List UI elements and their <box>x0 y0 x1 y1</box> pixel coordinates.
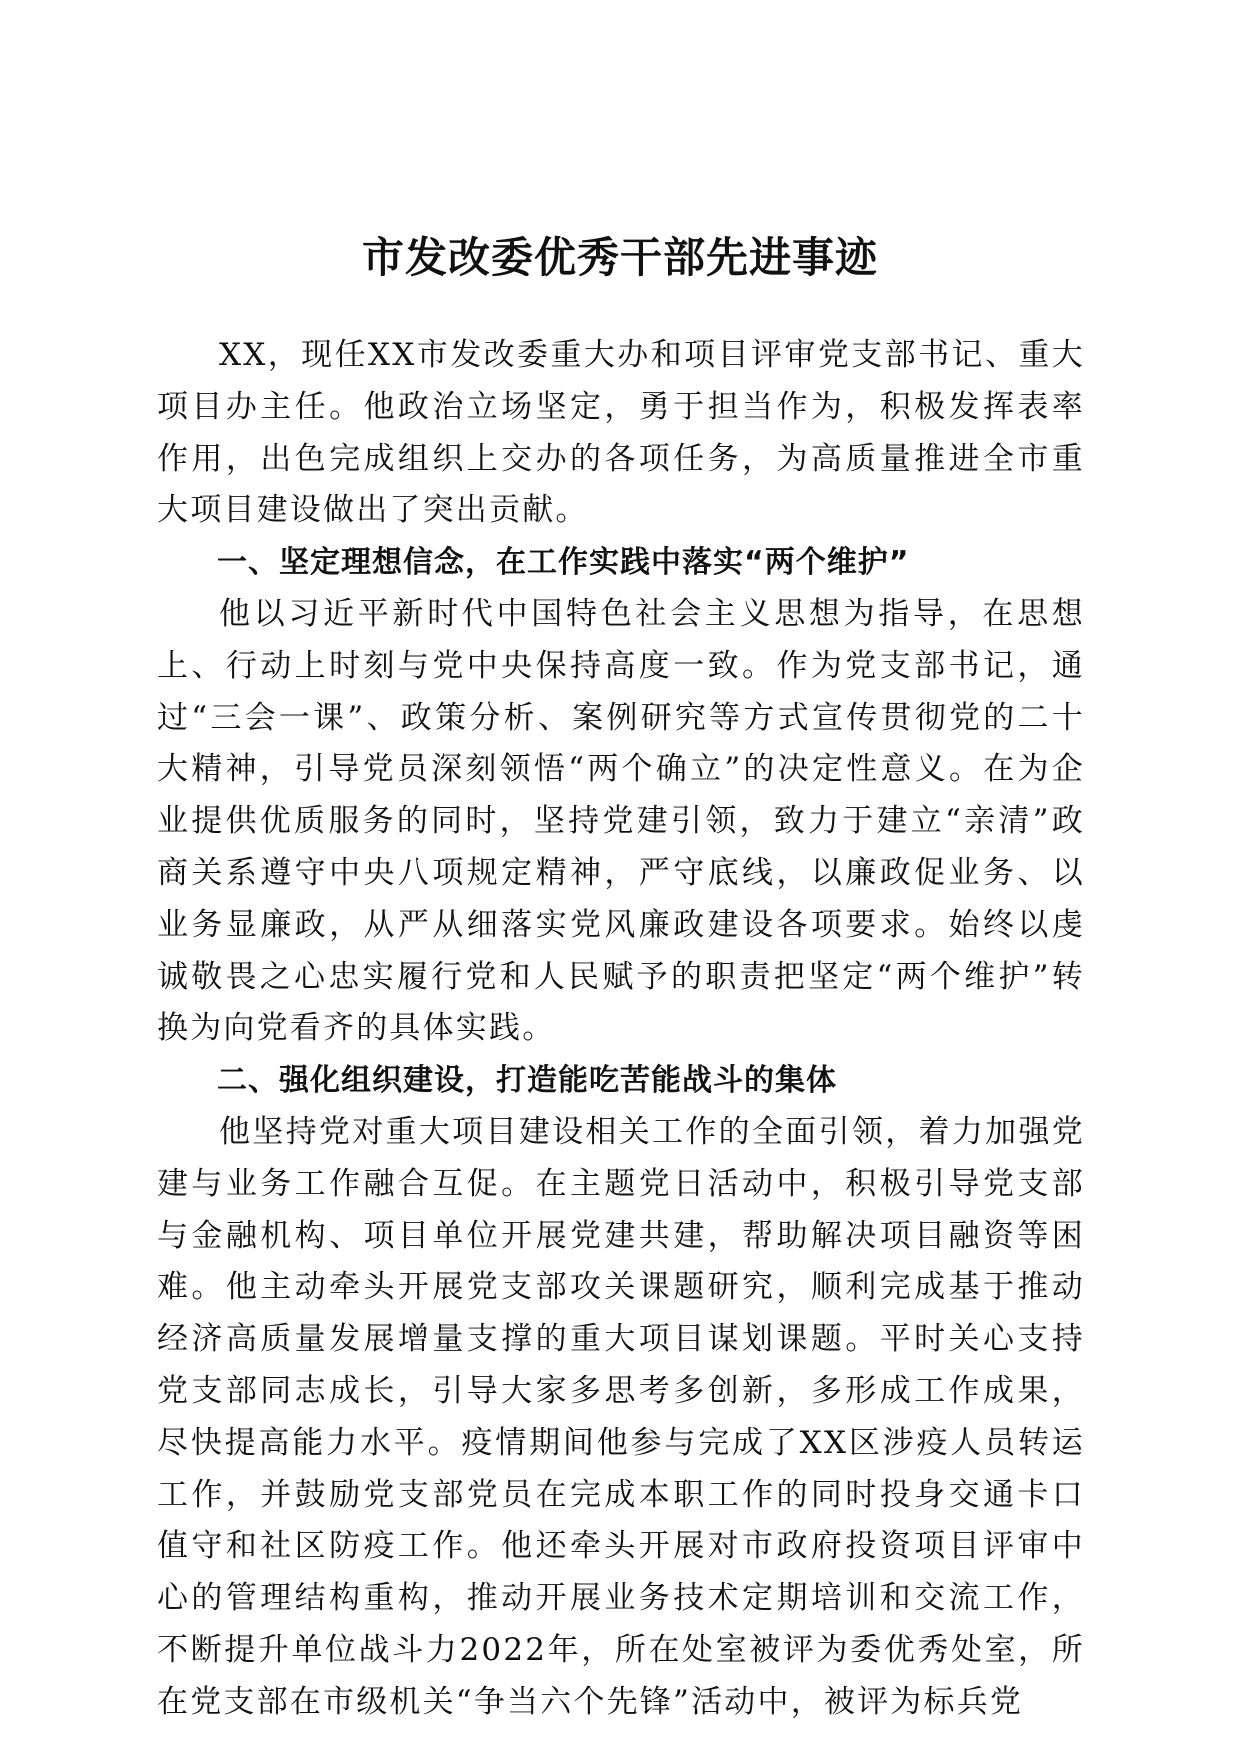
document-body <box>157 330 1085 1729</box>
section-paragraph-1: 他以习近平新时代中国特色社会主义思想为指导，在思想上、行动上时刻与党中央保持高度一致。作为党支部书记，通过“三会一课”、政策分析、案例研究等方式宣传贯彻党的二十大精神，引导党员深刻领悟“两个确立”的决定性意义。在为企业提供优质服务的同时，坚持党建引领，致力于建立“亲清”政商关系遵守中央八项规定精神，严守底线，以廉政促业务、以业务显廉政，从严从细落实党风廉政建设各项要求。始终以虔诚敬畏之心忠实履行党和人民赋予的职责把坚定“两个维护”转换为向党看齐的具体实践。 <box>157 595 1085 1047</box>
intro-paragraph: XX，现任XX市发改委重大办和项目评审党支部书记、重大项目办主任。他政治立场坚定，勇于担当作为，积极发挥表率作用，出色完成组织上交办的各项任务，为高质量推进全市重大项目建设做出了突出贡献。 <box>157 337 1085 529</box>
section-paragraph-2: 他坚持党对重大项目建设相关工作的全面引领，着力加强党建与业务工作融合互促。在主题党日活动中，积极引导党支部与金融机构、项目单位开展党建共建，帮助解决项目融资等困难。他主动牵头开展党支部攻关课题研究，顺利完成基于推动经济高质量发展增量支撑的重大项目谋划课题。平时关心支持党支部同志成长，引导大家多思考多创新，多形成工作成果，尽快提高能力水平。疫情期间他参与完成了XX区涉疫人员转运工作，并鼓励党支部党员在完成本职工作的同时投身交通卡口值守和社区防疫工作。他还牵头开展对市政府投资项目评审中心的管理结构重构，推动开展业务技术定期培训和交流工作，不断提升单位战斗力2022年，所在处室被评为委优秀处室，所在党支部在市级机关“争当六个先锋”活动中，被评为标兵党 <box>157 1113 1085 1720</box>
document-title: 市发改委优秀干部先进事迹 <box>361 233 878 282</box>
section-heading-2: 二、强化组织建设，打造能吃苦能战斗的集体 <box>217 1063 837 1099</box>
section-heading-1: 一、坚定理想信念，在工作实践中落实“两个维护” <box>217 545 910 581</box>
